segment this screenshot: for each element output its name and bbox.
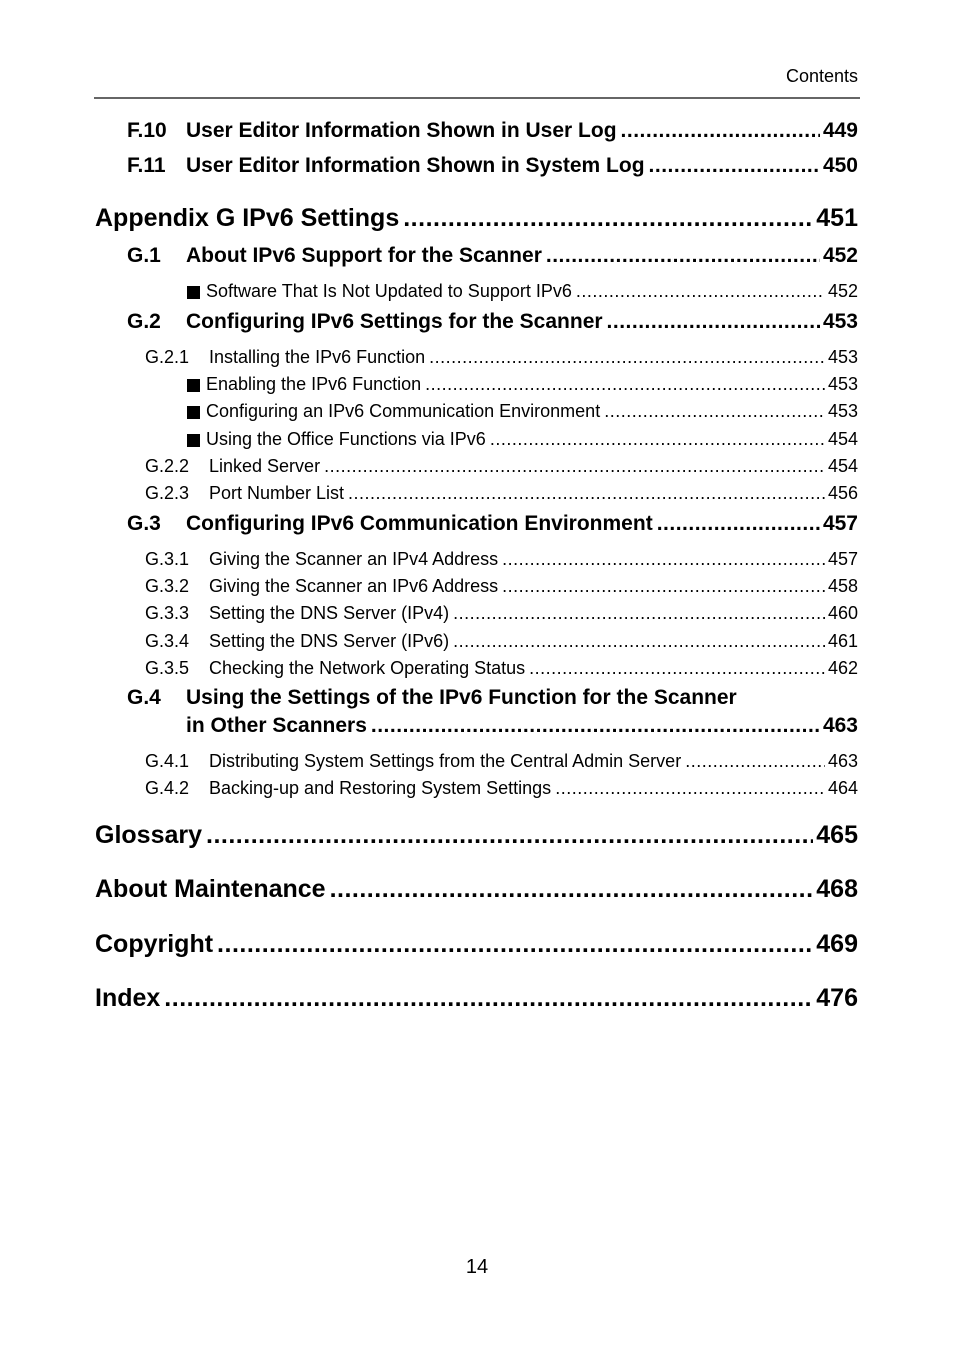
dot-leader bbox=[657, 512, 820, 536]
toc-entry-g4-2[interactable] bbox=[145, 778, 858, 799]
toc-entry-title: About IPv6 Support for the Scanner bbox=[186, 244, 542, 267]
dot-leader bbox=[453, 603, 825, 624]
toc-entry-title: Using the Office Functions via IPv6 bbox=[206, 429, 486, 449]
toc-entry-title: Index bbox=[95, 984, 161, 1012]
dot-leader bbox=[685, 751, 825, 772]
toc-entry-page: 453 bbox=[827, 401, 858, 421]
dot-leader bbox=[649, 154, 820, 178]
toc-entry-index[interactable] bbox=[95, 984, 858, 1013]
toc-entry-f10[interactable] bbox=[127, 119, 858, 143]
header-rule bbox=[94, 97, 860, 99]
toc-entry-number: G.3 bbox=[127, 512, 161, 535]
square-bullet-icon bbox=[187, 286, 200, 299]
dot-leader bbox=[607, 310, 820, 334]
toc-entry-title: Port Number List bbox=[209, 483, 345, 503]
toc-entry-g2[interactable] bbox=[127, 310, 858, 334]
toc-entry-page: 456 bbox=[827, 483, 858, 503]
toc-entry-title: Software That Is Not Updated to Support IPv6 bbox=[206, 281, 572, 301]
toc-entry-g1-software[interactable] bbox=[187, 281, 858, 302]
toc-entry-page: 457 bbox=[827, 549, 858, 569]
toc-entry-number: G.3.5 bbox=[145, 658, 190, 678]
toc-entry-number: G.3.1 bbox=[145, 549, 190, 569]
dot-leader bbox=[330, 875, 814, 904]
toc-entry-page: 462 bbox=[827, 658, 858, 678]
toc-entry-page: 452 bbox=[822, 244, 858, 267]
toc-entry-number: G.2.2 bbox=[145, 456, 190, 476]
toc-entry-number: G.4.2 bbox=[145, 778, 190, 798]
dot-leader bbox=[348, 483, 825, 504]
toc-entry-g3-1[interactable] bbox=[145, 549, 858, 570]
toc-entry-title: Backing-up and Restoring System Settings bbox=[209, 778, 552, 798]
toc-entry-g2-1-configuring[interactable] bbox=[187, 401, 858, 422]
toc-entry-g2-1-office[interactable] bbox=[187, 429, 858, 450]
toc-entry-title: User Editor Information Shown in System Log bbox=[186, 154, 645, 177]
dot-leader bbox=[546, 244, 820, 268]
toc-entry-number: F.10 bbox=[127, 119, 167, 142]
toc-entry-page: 452 bbox=[827, 281, 858, 301]
dot-leader bbox=[621, 119, 820, 143]
square-bullet-icon bbox=[187, 406, 200, 419]
toc-entry-title: Giving the Scanner an IPv4 Address bbox=[209, 549, 499, 569]
square-bullet-icon bbox=[187, 379, 200, 392]
toc-entry-g2-3[interactable] bbox=[145, 483, 858, 504]
toc-entry-page: 454 bbox=[827, 429, 858, 449]
toc-entry-number: G.4 bbox=[127, 686, 161, 709]
toc-entry-title: Linked Server bbox=[209, 456, 321, 476]
toc-entry-page: 463 bbox=[827, 751, 858, 771]
toc-entry-page: 468 bbox=[816, 875, 858, 903]
toc-entry-number: G.3.4 bbox=[145, 631, 190, 651]
toc-entry-appendix-g[interactable] bbox=[95, 204, 858, 233]
toc-entry-about-maintenance[interactable] bbox=[95, 875, 858, 904]
dot-leader bbox=[429, 347, 825, 368]
toc-entry-page: 465 bbox=[816, 821, 858, 849]
toc-entry-title: Appendix G IPv6 Settings bbox=[95, 204, 400, 232]
toc-entry-page: 458 bbox=[827, 576, 858, 596]
toc-entry-number: G.2.1 bbox=[145, 347, 190, 367]
dot-leader bbox=[502, 549, 825, 570]
toc-entry-title: Distributing System Settings from the Central Admin Server bbox=[209, 751, 682, 771]
toc-entry-number: G.2.3 bbox=[145, 483, 190, 503]
toc-entry-page: 457 bbox=[822, 512, 858, 535]
toc-entry-page: 453 bbox=[822, 310, 858, 333]
dot-leader bbox=[604, 401, 825, 422]
toc-entry-page: 463 bbox=[822, 714, 858, 737]
dot-leader bbox=[502, 576, 825, 597]
toc-entry-f11[interactable] bbox=[127, 154, 858, 178]
toc-entry-g3[interactable] bbox=[127, 512, 858, 536]
dot-leader bbox=[371, 714, 820, 738]
toc-entry-title: Setting the DNS Server (IPv6) bbox=[209, 631, 450, 651]
toc-entry-number: G.4.1 bbox=[145, 751, 190, 771]
toc-entry-title: Configuring IPv6 Communication Environment bbox=[186, 512, 653, 535]
toc-entry-g2-1[interactable] bbox=[145, 347, 858, 368]
toc-entry-page: 454 bbox=[827, 456, 858, 476]
page-number: 14 bbox=[465, 1256, 489, 1278]
toc-entry-page: 476 bbox=[816, 984, 858, 1012]
dot-leader bbox=[217, 930, 813, 959]
toc-entry-g4-1[interactable] bbox=[145, 751, 858, 772]
toc-entry-number: G.1 bbox=[127, 244, 161, 267]
dot-leader bbox=[529, 658, 825, 679]
toc-entry-page: 464 bbox=[827, 778, 858, 798]
square-bullet-icon bbox=[187, 434, 200, 447]
toc-entry-g1[interactable] bbox=[127, 244, 858, 268]
dot-leader bbox=[555, 778, 825, 799]
toc-entry-page: 453 bbox=[827, 374, 858, 394]
toc-entry-title: About Maintenance bbox=[95, 875, 326, 903]
dot-leader bbox=[206, 821, 813, 850]
dot-leader bbox=[453, 631, 825, 652]
dot-leader bbox=[324, 456, 825, 477]
toc-entry-number: F.11 bbox=[127, 154, 166, 177]
dot-leader bbox=[403, 204, 813, 233]
toc-entry-number: G.3.3 bbox=[145, 603, 190, 623]
dot-leader bbox=[576, 281, 825, 302]
toc-entry-title: Configuring IPv6 Settings for the Scanner bbox=[186, 310, 603, 333]
toc-entry-page: 453 bbox=[827, 347, 858, 367]
toc-entry-number: G.3.2 bbox=[145, 576, 190, 596]
toc-entry-g3-4[interactable] bbox=[145, 631, 858, 652]
toc-entry-g3-3[interactable] bbox=[145, 603, 858, 624]
toc-entry-g3-2[interactable] bbox=[145, 576, 858, 597]
toc-entry-title: Installing the IPv6 Function bbox=[209, 347, 426, 367]
toc-entry-number: G.2 bbox=[127, 310, 161, 333]
toc-entry-title: Configuring an IPv6 Communication Environment bbox=[206, 401, 601, 421]
dot-leader bbox=[164, 984, 813, 1013]
toc-entry-g2-2[interactable] bbox=[145, 456, 858, 477]
toc-entry-page: 461 bbox=[827, 631, 858, 651]
dot-leader bbox=[425, 374, 825, 395]
dot-leader bbox=[490, 429, 825, 450]
toc-entry-title: Glossary bbox=[95, 821, 203, 849]
toc-entry-g3-5[interactable] bbox=[145, 658, 858, 679]
toc-entry-title: User Editor Information Shown in User Log bbox=[186, 119, 617, 142]
running-header: Contents bbox=[785, 66, 858, 86]
toc-entry-page: 450 bbox=[822, 154, 858, 177]
toc-entry-title: Using the Settings of the IPv6 Function for the Scanner bbox=[186, 686, 737, 709]
toc-entry-title: Giving the Scanner an IPv6 Address bbox=[209, 576, 499, 596]
toc-entry-g4-line2[interactable] bbox=[186, 714, 858, 738]
toc-entry-page: 451 bbox=[816, 204, 858, 232]
toc-entry-title: Enabling the IPv6 Function bbox=[206, 374, 422, 394]
toc-entry-glossary[interactable] bbox=[95, 821, 858, 850]
toc-entry-title: Copyright bbox=[95, 930, 214, 958]
toc-entry-copyright[interactable] bbox=[95, 930, 858, 959]
toc-entry-page: 469 bbox=[816, 930, 858, 958]
toc-entry-page: 460 bbox=[827, 603, 858, 623]
toc-entry-g2-1-enabling[interactable] bbox=[187, 374, 858, 395]
toc-entry-title: Checking the Network Operating Status bbox=[209, 658, 526, 678]
toc-entry-g4-line1[interactable] bbox=[127, 686, 737, 710]
toc-entry-page: 449 bbox=[822, 119, 858, 142]
toc-entry-title-continued: in Other Scanners bbox=[186, 714, 367, 737]
toc-entry-title: Setting the DNS Server (IPv4) bbox=[209, 603, 450, 623]
